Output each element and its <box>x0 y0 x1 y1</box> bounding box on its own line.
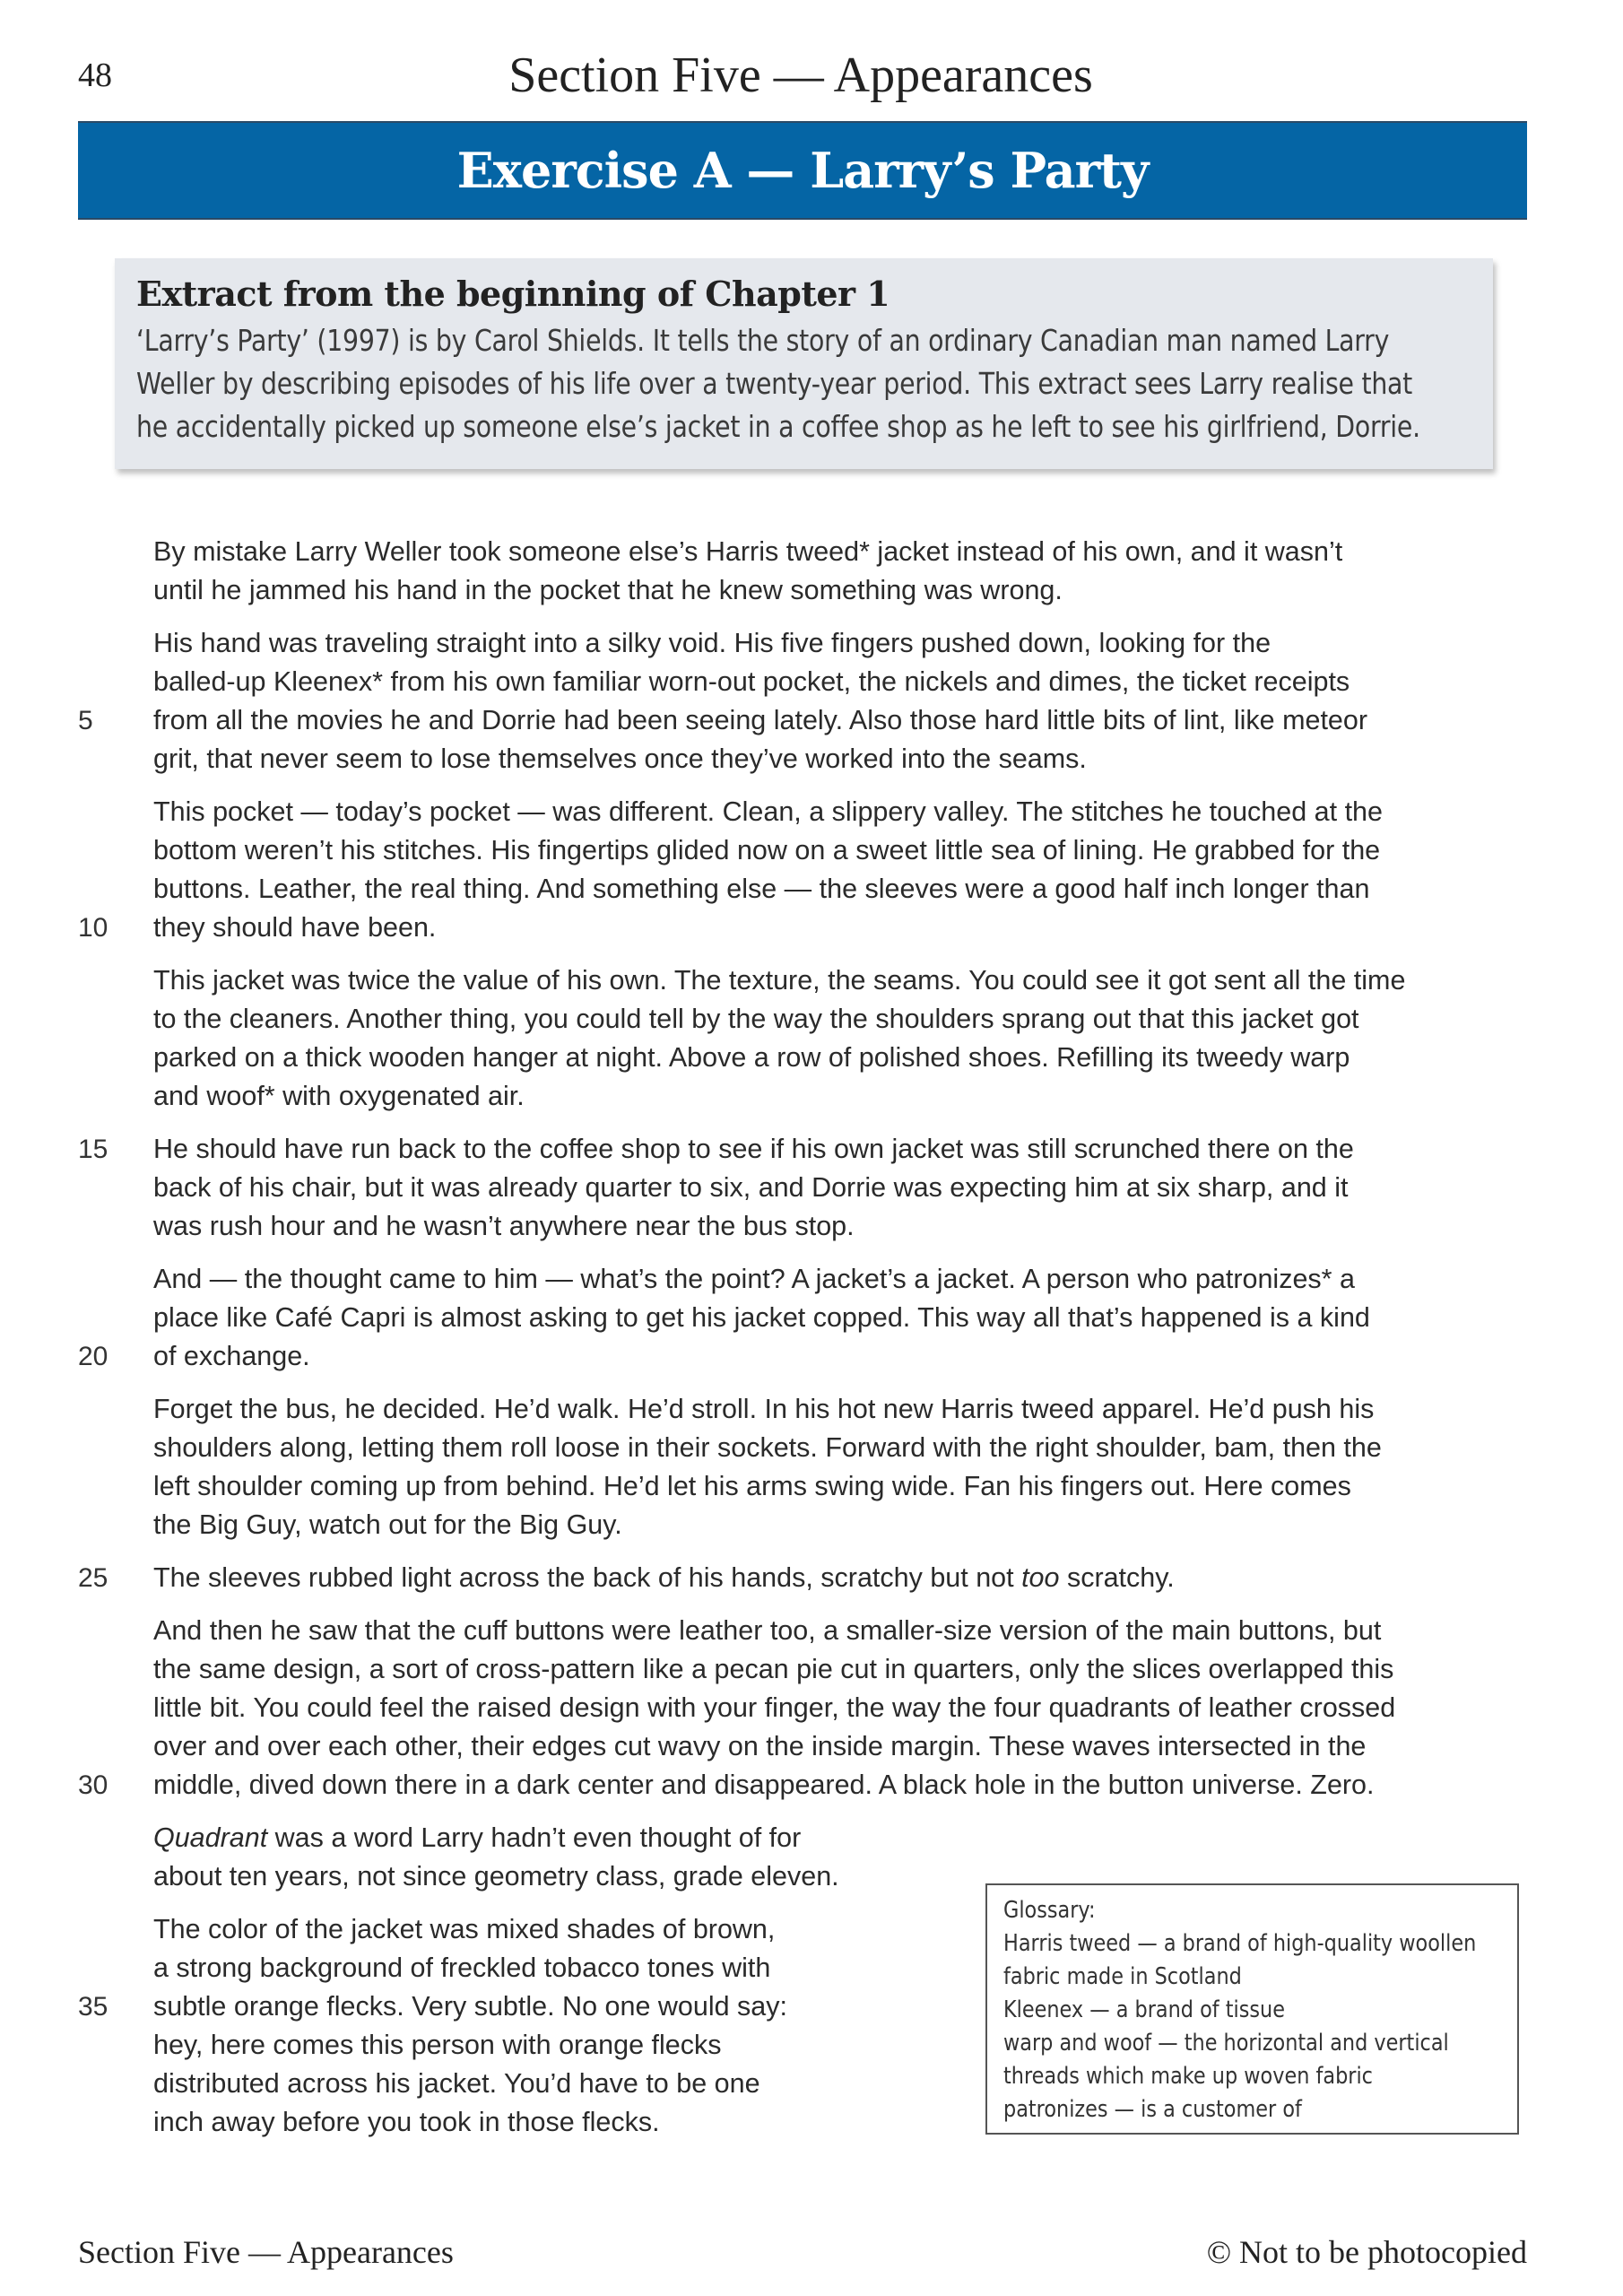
line-text: By mistake Larry Weller took someone else’s Harris tweed* jacket instead of his own, and it wasn’t <box>153 536 1343 567</box>
intro-line: Weller by describing episodes of his life over a twenty-year period. This extract sees Larry realise that <box>136 366 1413 401</box>
text-line <box>153 831 1516 870</box>
footer-copyright: © Not to be photocopied <box>1206 2234 1527 2270</box>
text-line <box>153 1207 1516 1246</box>
line-text: hey, here comes this person with orange flecks <box>153 2030 722 2060</box>
line-text: and woof* with oxygenated air. <box>153 1081 525 1111</box>
italic-word: Quadrant <box>153 1822 268 1853</box>
line-text: subtle orange flecks. Very subtle. No one would say: <box>153 1991 787 2022</box>
text-line <box>153 1039 1516 1077</box>
line-text: Forget the bus, he decided. He’d walk. He’d stroll. In his hot new Harris tweed apparel. He’d push his <box>153 1394 1375 1424</box>
line-text: to the cleaners. Another thing, you could tell by the way the shoulders sprang out that this jacket got <box>153 1004 1359 1034</box>
line-text: the same design, a sort of cross-pattern like a pecan pie cut in quarters, only the slices overlapped this <box>153 1654 1394 1684</box>
line-text: This jacket was twice the value of his own. The texture, the seams. You could see it got sent all the time <box>153 965 1406 996</box>
paragraph <box>78 624 1516 778</box>
text-line <box>153 1000 1516 1039</box>
text-line <box>153 1467 1516 1506</box>
line-number: 10 <box>78 913 108 943</box>
text-line <box>153 1169 1516 1207</box>
line-text: And then he saw that the cuff buttons were leather too, a smaller-size version of the main buttons, but <box>153 1615 1382 1646</box>
line-text: until he jammed his hand in the pocket that he knew something was wrong. <box>153 575 1063 605</box>
line-text: shoulders along, letting them roll loose in their sockets. Forward with the right shoulder, bam, then the <box>153 1432 1382 1463</box>
line-text: scratchy. <box>1059 1562 1175 1593</box>
line-text: the Big Guy, watch out for the Big Guy. <box>153 1509 622 1540</box>
text-line <box>153 1260 1516 1299</box>
paragraph <box>78 793 1516 947</box>
line-text: He should have run back to the coffee shop to see if his own jacket was still scrunched there on the <box>153 1134 1354 1164</box>
text-line <box>153 571 1516 610</box>
paragraph <box>153 961 1516 1116</box>
line-text: was a word Larry hadn’t even thought of for <box>267 1822 802 1853</box>
intro-line: he accidentally picked up someone else’s jacket in a coffee shop as he left to see his girlfriend, Dorrie. <box>136 409 1420 444</box>
line-text: distributed across his jacket. You’d have to be one <box>153 2068 760 2099</box>
extract-heading: Extract from the beginning of Chapter 1 <box>136 274 890 314</box>
paragraph <box>78 1612 1516 1805</box>
line-number: 30 <box>78 1770 108 1800</box>
line-text: This pocket — today’s pocket — was different. Clean, a slippery valley. The stitches he touched at the <box>153 796 1383 827</box>
line-text: of exchange. <box>153 1341 310 1371</box>
line-number: 35 <box>78 1992 108 2022</box>
line-text: they should have been. <box>153 912 437 943</box>
line-text: from all the movies he and Dorrie had been seeing lately. Also those hard little bits of lint, like meteor <box>153 705 1368 735</box>
text-line <box>153 1506 1516 1544</box>
glossary-line: Kleenex — a brand of tissue <box>1003 1996 1285 2023</box>
line-text: The color of the jacket was mixed shades of brown, <box>153 1914 776 1944</box>
paragraph <box>78 1130 1516 1246</box>
text-line <box>153 663 1516 701</box>
text-line <box>153 1689 1516 1727</box>
glossary-line: fabric made in Scotland <box>1003 1963 1242 1990</box>
text-line <box>78 1130 1516 1169</box>
section-title: Section Five — Appearances <box>508 48 1093 103</box>
text-line <box>153 1299 1516 1337</box>
glossary-box <box>985 1883 1519 2135</box>
line-text: His hand was traveling straight into a silky void. His five fingers pushed down, looking for the <box>153 628 1271 658</box>
glossary-line: patronizes — is a customer of <box>1003 2096 1302 2123</box>
paragraph <box>78 1260 1516 1376</box>
glossary-line: warp and woof — the horizontal and vertical <box>1003 2030 1449 2057</box>
line-text: grit, that never seem to lose themselves once they’ve worked into the seams. <box>153 744 1087 774</box>
line-number: 15 <box>78 1135 108 1164</box>
text-line <box>153 624 1516 663</box>
line-text: inch away before you took in those flecks. <box>153 2107 660 2137</box>
line-text: little bit. You could feel the raised design with your finger, the way the four quadrants of leather crossed <box>153 1692 1396 1723</box>
text-line <box>153 1612 1516 1650</box>
line-text: The sleeves rubbed light across the back of his hands, scratchy but not <box>153 1562 1022 1593</box>
intro-line: ‘Larry’s Party’ (1997) is by Carol Shields. It tells the story of an ordinary Canadian man named Larry <box>136 323 1390 358</box>
line-text: was rush hour and he wasn’t anywhere near the bus stop. <box>153 1211 855 1241</box>
text-line <box>78 1559 1516 1597</box>
glossary-line: Harris tweed — a brand of high-quality woollen <box>1003 1930 1477 1957</box>
extract-intro-box <box>115 258 1493 469</box>
page-number: 48 <box>78 57 112 94</box>
exercise-title: Exercise A — Larry’s Party <box>456 142 1149 199</box>
exercise-banner <box>78 121 1527 220</box>
text-line <box>153 1650 1516 1689</box>
text-line <box>78 1337 1516 1376</box>
paragraph <box>153 1390 1516 1544</box>
footer-section-title: Section Five — Appearances <box>78 2234 454 2270</box>
text-line <box>78 1766 1516 1805</box>
text-line <box>153 1390 1516 1429</box>
line-text: over and over each other, their edges cut wavy on the inside margin. These waves intersected in the <box>153 1731 1367 1761</box>
text-line <box>78 701 1516 740</box>
glossary-line: threads which make up woven fabric <box>1003 2063 1373 2090</box>
line-text: bottom weren’t his stitches. His fingertips glided now on a sweet little sea of lining. He grabbed for the <box>153 835 1381 865</box>
line-text: about ten years, not since geometry class, grade eleven. <box>153 1861 839 1892</box>
line-number: 5 <box>78 706 93 735</box>
line-text: And — the thought came to him — what’s the point? A jacket’s a jacket. A person who patronizes* a <box>153 1264 1355 1294</box>
line-text: back of his chair, but it was already quarter to six, and Dorrie was expecting him at six sharp, and it <box>153 1172 1349 1203</box>
line-text: parked on a thick wooden hanger at night. Above a row of polished shoes. Refilling its tweedy warp <box>153 1042 1350 1073</box>
text-line <box>153 1727 1516 1766</box>
line-text: a strong background of freckled tobacco tones with <box>153 1952 771 1983</box>
line-text: balled-up Kleenex* from his own familiar worn-out pocket, the nickels and dimes, the ticket receipts <box>153 666 1350 697</box>
glossary-title: Glossary: <box>1003 1897 1096 1924</box>
line-text: middle, dived down there in a dark center and disappeared. A black hole in the button universe. Zero. <box>153 1770 1375 1800</box>
text-line <box>78 909 1516 947</box>
line-text: buttons. Leather, the real thing. And something else — the sleeves were a good half inch longer than <box>153 874 1370 904</box>
text-line <box>153 533 1516 571</box>
line-text: place like Café Capri is almost asking to get his jacket copped. This way all that’s happened is a kind <box>153 1302 1370 1333</box>
text-line <box>153 870 1516 909</box>
line-number: 25 <box>78 1563 108 1593</box>
line-text: left shoulder coming up from behind. He’d let his arms swing wide. Fan his fingers out. Here comes <box>153 1471 1351 1501</box>
text-line <box>153 1077 1516 1116</box>
line-number: 20 <box>78 1342 108 1371</box>
text-line <box>153 793 1516 831</box>
text-line <box>153 1819 1516 1857</box>
text-line <box>153 1429 1516 1467</box>
text-line <box>153 961 1516 1000</box>
paragraph <box>78 1559 1516 1597</box>
text-line <box>153 740 1516 778</box>
italic-word: too <box>1021 1562 1060 1593</box>
paragraph <box>153 533 1516 610</box>
